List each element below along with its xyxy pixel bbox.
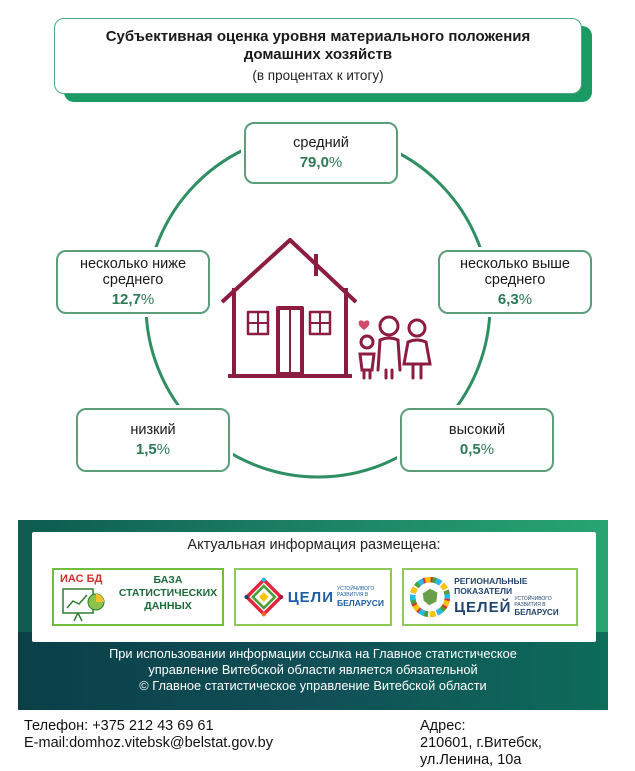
card-below-average [56,250,210,314]
sdg-ornament-icon [244,574,284,620]
sdg-subtext [337,586,390,608]
email-address[interactable]: E-mail:domhoz.vitebsk@belstat.gov.by [24,735,273,751]
value-number: 79,0 [299,154,329,171]
card-above-average [438,250,592,314]
card-medium [244,122,398,184]
regional-text [454,576,576,618]
value-number: 1,5 [135,441,157,458]
card-above-label-line2: среднего [484,272,546,288]
regional-top-line: РЕГИОНАЛЬНЫЕ ПОКАЗАТЕЛИ [454,576,528,596]
address-line2: ул.Ленина, 10а [420,752,522,768]
sdg-subtext-line2: БЕЛАРУСИ [336,598,384,608]
card-medium-label: средний [293,135,349,151]
value-number: 0,5 [459,441,481,458]
card-low [76,408,230,472]
ias-title-line2: СТАТИСТИЧЕСКИХ [118,587,218,599]
ias-title-line1: БАЗА [153,574,183,586]
family-icon [359,317,430,378]
card-high-label: высокий [448,422,506,438]
card-medium-value [300,154,343,171]
regional-subtext-line1: УСТОЙЧИВОГО РАЗВИТИЯ В [514,596,552,608]
ias-title [118,574,218,613]
resource-logos [52,568,582,632]
sdg-wheel-icon [410,575,450,619]
card-high-value [460,441,494,458]
info-panel [32,532,596,642]
ias-title-line3: ДАННЫХ [144,600,192,612]
card-low-value [136,441,170,458]
address-block [420,718,542,769]
info-heading: Актуальная информация размещена: [187,537,441,553]
value-number: 12,7 [111,291,141,308]
disclaimer-line2: управление Витебской области является обязательной [148,662,478,677]
card-below-value [112,291,155,308]
contact-info [24,718,273,752]
value-percent: % [328,154,343,171]
ias-database-link[interactable] [52,568,224,626]
regional-main-word: ЦЕЛЕЙ [454,598,512,616]
regional-indicators-link[interactable] [402,568,578,626]
regional-subtext-line2: БЕЛАРУСИ [514,608,559,617]
page-title-line2: домашних хозяйств [243,46,393,63]
card-below-label-line1: несколько ниже [79,256,187,272]
sdg-subtext-line1: УСТОЙЧИВОГО РАЗВИТИЯ В [336,586,375,598]
disclaimer-line1: При использовании информации ссылка на Главное статистическое [109,646,517,661]
card-low-label: низкий [130,422,176,438]
chart-board-icon [62,588,106,622]
card-above-value [498,291,532,308]
regional-subtext [514,596,576,618]
card-below-label-line2: среднего [102,272,164,288]
card-above-label-line1: несколько выше [459,256,570,272]
info-band [18,520,608,710]
phone-number: Телефон: +375 212 43 69 61 [24,718,214,734]
address-line1: 210601, г.Витебск, [420,735,542,751]
value-percent: % [156,441,171,458]
ias-badge: ИАС БД [60,573,103,585]
value-percent: % [480,441,495,458]
regional-main-line [454,596,576,618]
house-icon [222,240,356,376]
page-subtitle: (в процентах к итогу) [252,68,384,83]
page-title-line1: Субъективная оценка уровня материального положения [105,28,531,45]
sdg-belarus-link[interactable] [234,568,392,626]
value-percent: % [518,291,533,308]
usage-disclaimer [18,646,608,694]
sdg-text [284,586,390,608]
address-label: Адрес: [420,718,466,734]
copyright-line: © Главное статистическое управление Витебской области [139,678,487,693]
sdg-main-word: ЦЕЛИ [287,588,334,606]
value-number: 6,3 [497,291,519,308]
value-percent: % [140,291,155,308]
card-high [400,408,554,472]
